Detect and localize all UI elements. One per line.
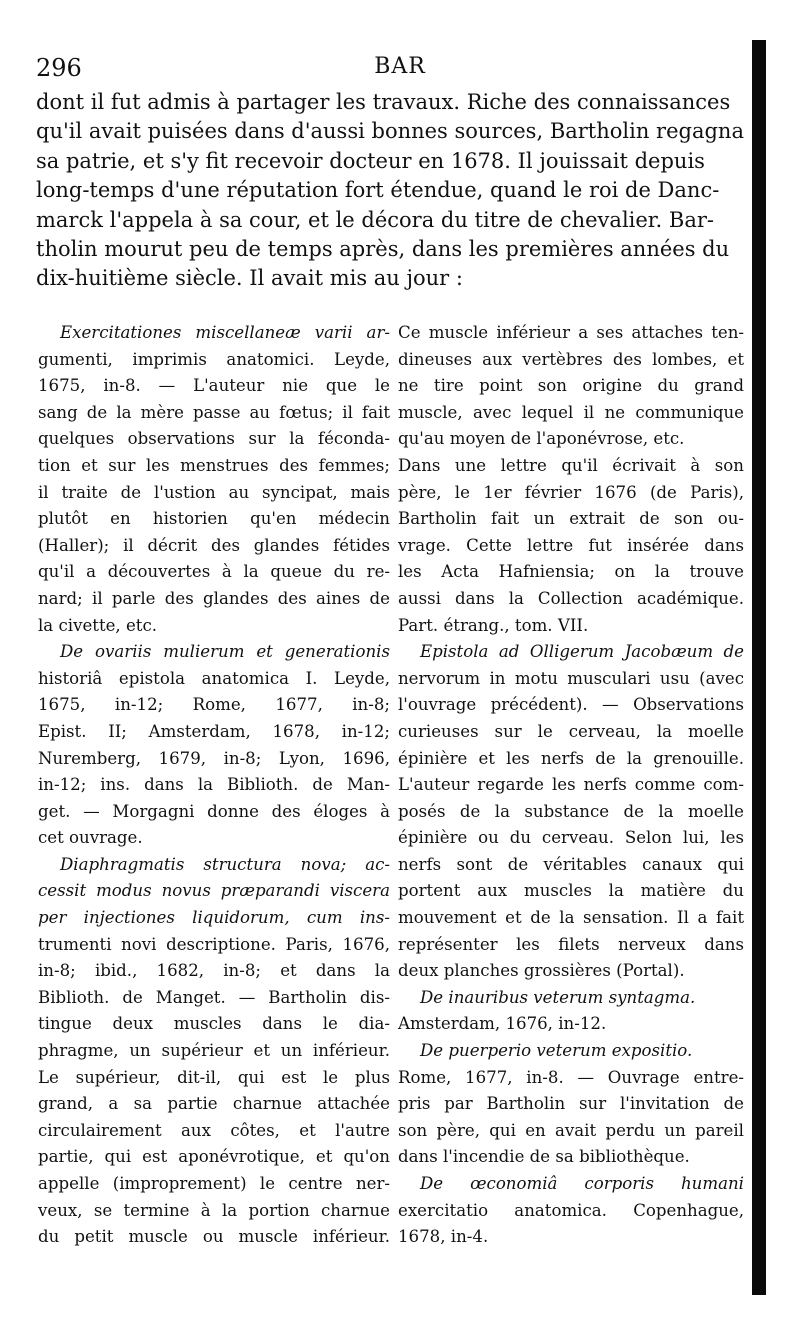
text-line: phragme, un supérieur et un inférieur. — [38, 1041, 390, 1061]
text-line: portent aux muscles la matière du — [398, 881, 744, 901]
text-line: circulairement aux côtes, et l'autre — [38, 1120, 390, 1140]
entry-title-line: De ovariis mulierum et generationis — [60, 642, 390, 662]
text-line: Nuremberg, 1679, in-8; Lyon, 1696, — [38, 748, 390, 768]
intro-paragraph — [36, 88, 744, 294]
text-line: exercitatio anatomica. Copenhague, — [398, 1200, 744, 1220]
text-line: il traite de l'ustion au syncipat, mais — [38, 482, 390, 502]
entry-title-line: Diaphragmatis structura nova; ac- — [60, 854, 390, 874]
text-line: épinière ou du cerveau. Selon lui, les — [398, 828, 744, 848]
entry-title-line: Exercitationes miscellaneæ varii ar- — [60, 323, 390, 342]
text-line: Ce muscle inférieur a ses attaches ten- — [398, 323, 744, 342]
text-line: gumenti, imprimis anatomici. Leyde, — [38, 349, 390, 369]
text-line: cessit modus novus præparandi viscera — [38, 881, 390, 901]
text-line: la civette, etc. — [38, 615, 158, 635]
text-line: père, le 1er février 1676 (de Paris), — [398, 482, 744, 502]
text-line: son père, qui en avait perdu un pareil — [398, 1120, 744, 1140]
text-line: historiâ epistola anatomica I. Leyde, — [38, 668, 390, 688]
text-line: long-temps d'une réputation fort étendue, quand le roi de Danc- — [36, 178, 720, 203]
text-line: get. — Morgagni donne des éloges à — [38, 801, 390, 821]
text-line: mouvement et de la sensation. Il a fait — [398, 908, 744, 928]
text-line: grand, a sa partie charnue attachée — [38, 1094, 390, 1114]
text-line: curieuses sur le cerveau, la moelle — [398, 721, 744, 741]
text-line: Rome, 1677, in-8. — Ouvrage entre- — [398, 1067, 744, 1087]
text-line: muscle, avec lequel il ne communique — [398, 402, 744, 422]
text-line: deux planches grossières (Portal). — [398, 961, 685, 981]
text-line: vrage. Cette lettre fut insérée dans — [398, 535, 744, 555]
page-edge-bar — [752, 40, 766, 1295]
text-line: nerfs sont de véritables canaux qui — [398, 854, 744, 874]
entry-title-line: Epistola ad Olligerum Jacobæum de — [420, 642, 744, 662]
text-line: dont il fut admis à partager les travaux. Riche des connaissances — [36, 90, 731, 114]
text-line: pris par Bartholin sur l'invitation de — [398, 1094, 744, 1114]
text-line: dix-huitième siècle. Il avait mis au jour : — [36, 266, 463, 291]
text-line: aussi dans la Collection académique. — [398, 588, 744, 608]
text-line: ne tire point son origine du grand — [398, 376, 744, 396]
text-line: Amsterdam, 1676, in-12. — [398, 1014, 607, 1034]
text-line: partie, qui est aponévrotique, et qu'on — [38, 1147, 390, 1167]
text-line: sa patrie, et s'y fit recevoir docteur en 1678. Il jouissait depuis — [36, 148, 705, 173]
entry-title-line: De œconomiâ corporis humani — [420, 1174, 744, 1193]
entry-title-line: De inauribus veterum syntagma. — [420, 987, 696, 1007]
entry-title-line: De puerperio veterum expositio. — [420, 1041, 693, 1061]
text-line: veux, se termine à la portion charnue — [38, 1200, 390, 1220]
text-line: Epist. II; Amsterdam, 1678, in-12; — [38, 721, 390, 741]
running-head: BAR — [374, 54, 426, 79]
text-line: 1675, in-12; Rome, 1677, in-8; — [38, 695, 390, 715]
text-line: in-12; ins. dans la Biblioth. de Man- — [38, 775, 390, 795]
text-line: L'auteur regarde les nerfs comme com- — [398, 775, 744, 795]
text-line: Le supérieur, dit-il, qui est le plus — [38, 1067, 390, 1087]
right-column — [398, 320, 744, 1251]
text-line: in-8; ibid., 1682, in-8; et dans la — [38, 961, 390, 981]
left-column — [38, 320, 390, 1251]
text-line: 1675, in-8. — L'auteur nie que le — [38, 376, 390, 396]
text-line: Biblioth. de Manget. — Bartholin dis- — [38, 987, 390, 1007]
text-line: per injectiones liquidorum, cum ins- — [38, 908, 390, 928]
text-line: sang de la mère passe au fœtus; il fait — [38, 402, 390, 422]
text-line: (Haller); il décrit des glandes fétides — [38, 535, 390, 555]
text-line: dineuses aux vertèbres des lombes, et — [398, 349, 744, 369]
page-number: 296 — [36, 54, 82, 82]
text-line: l'ouvrage précédent). — Observations — [398, 695, 744, 715]
text-line: représenter les filets nerveux dans — [398, 934, 744, 954]
text-line: trumenti novi descriptione. Paris, 1676, — [38, 934, 390, 954]
text-line: appelle (improprement) le centre ner- — [38, 1174, 390, 1193]
text-line: tholin mourut peu de temps après, dans les premières années du — [36, 237, 730, 262]
text-line: les Acta Hafniensia; on la trouve — [398, 562, 744, 582]
text-line: qu'au moyen de l'aponévrose, etc. — [398, 429, 685, 449]
text-line: qu'il avait puisées dans d'aussi bonnes sources, Bartholin regagna — [36, 119, 744, 144]
text-line: marck l'appela à sa cour, et le décora du titre de chevalier. Bar- — [36, 207, 714, 232]
text-line: Bartholin fait un extrait de son ou- — [398, 509, 744, 529]
text-line: posés de la substance de la moelle — [398, 801, 744, 821]
text-line: 1678, in-4. — [398, 1227, 489, 1247]
text-line: quelques observations sur la féconda- — [38, 429, 390, 449]
text-line: dans l'incendie de sa bibliothèque. — [398, 1147, 690, 1167]
text-line: cet ouvrage. — [38, 828, 143, 848]
text-line: qu'il a découvertes à la queue du re- — [38, 562, 390, 582]
text-line: Part. étrang., tom. VII. — [398, 615, 589, 635]
text-line: tingue deux muscles dans le dia- — [38, 1014, 390, 1034]
text-line: épinière et les nerfs de la grenouille. — [398, 748, 744, 768]
text-line: du petit muscle ou muscle inférieur. — [38, 1227, 390, 1247]
text-line: nervorum in motu musculari usu (avec — [398, 668, 744, 688]
text-line: nard; il parle des glandes des aines de — [38, 588, 390, 608]
text-line: Dans une lettre qu'il écrivait à son — [398, 455, 744, 475]
text-line: tion et sur les menstrues des femmes; — [38, 455, 390, 475]
text-line: plutôt en historien qu'en médecin — [38, 509, 390, 529]
